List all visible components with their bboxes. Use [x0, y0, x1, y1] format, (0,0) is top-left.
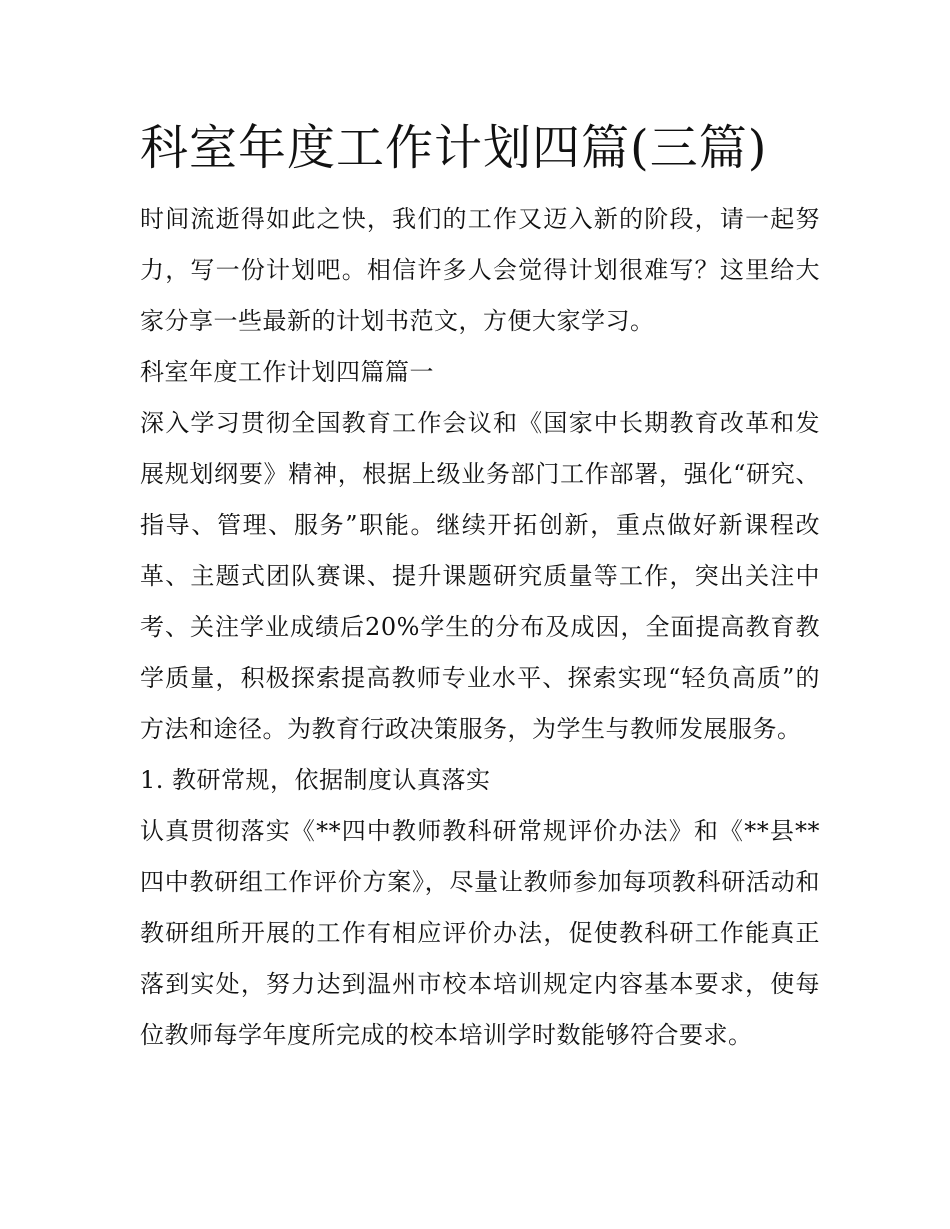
item-heading: 1. 教研常规，依据制度认真落实: [140, 766, 491, 794]
intro-paragraph: 时间流逝得如此之快，我们的工作又迈入新的阶段，请一起努力，写一份计划吧。相信许多人会觉得计划很难写？这里给大家分享一些最新的计划书范文，方便大家学习。: [140, 205, 820, 335]
item-body-paragraph: 认真贯彻落实《**四中教师教科研常规评价办法》和《**县**四中教研组工作评价方案》，尽量让教师参加每项教科研活动和教研组所开展的工作有相应评价办法，促使教科研工作能真正落到实处，努力达到温州市校本培训规定内容基本要求，使每位教师每学年度所完成的校本培训学时数能够符合要求。: [140, 817, 820, 1049]
section-body-paragraph: 深入学习贯彻全国教育工作会议和《国家中长期教育改革和发展规划纲要》精神，根据上级业务部门工作部署，强化“研究、指导、管理、服务”职能。继续开拓创新，重点做好新课程改革、主题式团队赛课、提升课题研究质量等工作，突出关注中考、关注学业成绩后20%学生的分布及成因，全面提高教育教学质量，积极探索提高教师专业水平、探索实现“轻负高质”的方法和途径。为教育行政决策服务，为学生与教师发展服务。: [140, 409, 820, 743]
section-heading: 科室年度工作计划四篇篇一: [140, 358, 434, 386]
document-title: 科室年度工作计划四篇(三篇): [140, 120, 768, 176]
document-content: [140, 116, 820, 1061]
